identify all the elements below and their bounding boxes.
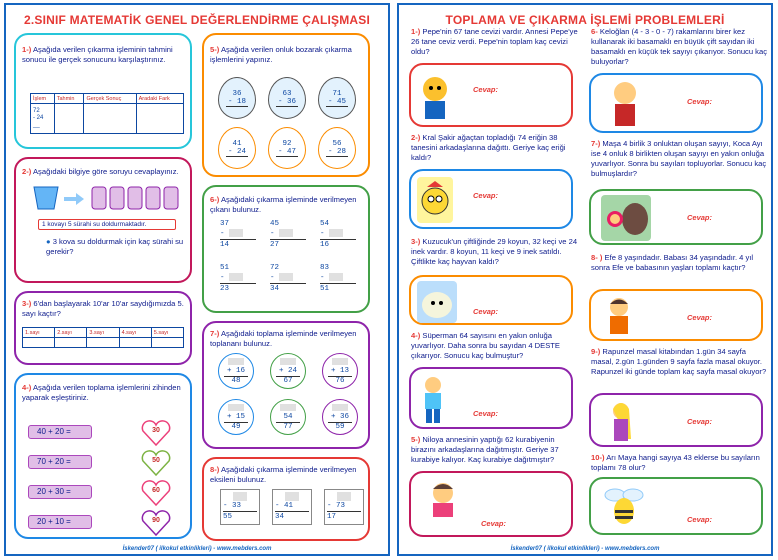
table-header: 5.sayı (151, 328, 183, 338)
heart-value: 30 (152, 427, 160, 434)
left-worksheet-page (4, 3, 390, 556)
blank-answer-box[interactable] (233, 492, 247, 501)
sum: 76 (328, 376, 352, 385)
answer-cell[interactable] (55, 338, 87, 348)
niloya-character-image (419, 479, 467, 519)
answer-cell[interactable] (151, 338, 183, 348)
actual-result-cell[interactable] (84, 104, 136, 134)
problem-2-answer-box[interactable] (409, 169, 573, 229)
missing-subtrahend-operation: 51 - 23 (220, 263, 256, 294)
blank-answer-box[interactable] (332, 358, 348, 365)
table-header: 4.sayı (119, 328, 151, 338)
minuend: 51 (220, 264, 230, 272)
subtrahend: - 18 (227, 98, 246, 106)
subtrahend: - 45 (327, 98, 346, 106)
subtrahend: - 41 (275, 501, 309, 512)
question-4-text: 4-) Aşağıda verilen toplama işlemlerini zihinden yaparak eşleştiriniz. (22, 383, 181, 402)
table-header: Gerçek Sonuç (84, 94, 136, 104)
rapunzel-character-image (601, 399, 641, 445)
problem-6-answer-box[interactable] (589, 73, 763, 133)
difference: 23 (220, 285, 230, 293)
missing-subtrahend-operation: 83 - 51 (320, 263, 356, 294)
question-7-box (202, 321, 370, 449)
blank-answer-box[interactable] (329, 273, 343, 281)
subtraction-egg[interactable] (268, 77, 306, 119)
table-header: 3.sayı (87, 328, 119, 338)
problem-1-answer-box[interactable] (409, 63, 573, 127)
table-header: Tahmin (54, 94, 84, 104)
sum: 77 (276, 422, 300, 431)
operation-cell: 72 - 24 __ (31, 104, 55, 134)
page-title: 2.SINIF MATEMATİK GENEL DEĞERLENDİRME ÇALIŞMASI (23, 13, 371, 27)
heart-value: 60 (152, 487, 160, 494)
difference: 51 (320, 285, 330, 293)
estimate-cell[interactable] (54, 104, 84, 134)
question-3-text: 3-) 6'dan başlayarak 10'ar 10'ar saydığımızda 5. sayı kaçtır? (22, 299, 184, 318)
answer-heart[interactable] (140, 509, 172, 537)
minuend: 54 (320, 220, 330, 228)
question-6-text: 6-) Aşağıdaki çıkarma işleminde verilmeyen çıkanı bulunuz. (210, 195, 357, 214)
missing-minuend-operation (272, 489, 312, 525)
footer: İskender07 ( ilkokul etkinlikleri) - www.mebders.com (510, 546, 660, 552)
answer-heart[interactable] (140, 479, 172, 507)
problem-4-text: 4-) Süperman 64 sayısını en yakın onluğa yuvarlıyor. Daha sonra bu sayıdan 4 DESTE çıkarıyor. Sonucu kaç bulmuştur? (411, 331, 560, 360)
minuend: 92 (282, 140, 292, 148)
page-title: TOPLAMA VE ÇIKARMA İŞLEMİ PROBLEMLERİ (445, 13, 725, 27)
addend: + 13 (330, 367, 349, 375)
question-7-text: 7-) Aşağıdaki toplama işleminde verilmeyen toplananı bulunuz. (210, 329, 357, 348)
addition-operation-tile[interactable]: 40 + 20 = (28, 425, 92, 439)
minuend: 83 (320, 264, 330, 272)
difference: 16 (320, 241, 330, 249)
problem-10-answer-box[interactable] (589, 477, 763, 535)
subtraction-egg[interactable] (318, 127, 356, 169)
question-3-box (14, 291, 192, 365)
problem-2-text: 2-) Kral Şakir ağaçtan topladığı 74 eriğin 38 tanesini arkadaşlarına dağıttı. Geriye kaç eriği kaldı? (411, 133, 566, 162)
missing-minuend-operation (220, 489, 260, 525)
missing-subtrahend-operation: 37 - 14 (220, 219, 256, 250)
kuzucuk-sheep-image (417, 281, 457, 323)
problem-7-text: 7-) Maşa 4 birlik 3 onluktan oluşan sayıyı, Koca Ayı ise 4 onluk 8 birlikten oluşan sayıyı en yakın onluğa yuvarlıyor. Sonra bu sayıları topluyorlar. Sonucu kaç bulmuşlardır? (591, 139, 767, 178)
problem-3-text: 3-) Kuzucuk'un çiftliğinde 29 koyun, 32 keçi ve 24 inek vardır. 8 koyun, 11 keçi ve 9 inek satıldı. Çiftlikte kaç hayvan kaldı? (411, 237, 578, 266)
pepee-character-image (417, 73, 453, 121)
subtraction-egg[interactable] (268, 127, 306, 169)
subtrahend: - 24 (227, 148, 246, 156)
blank-answer-box[interactable] (228, 358, 244, 365)
blank-answer-box[interactable] (229, 273, 243, 281)
subtraction-egg[interactable] (218, 77, 256, 119)
problem-5-answer-box[interactable] (409, 471, 573, 537)
blank-answer-box[interactable] (280, 358, 296, 365)
table-header: İşlem (31, 94, 55, 104)
question-2-box (14, 157, 192, 283)
sum: 59 (328, 422, 352, 431)
difference-cell[interactable] (136, 104, 183, 134)
missing-addend-circle[interactable] (218, 353, 254, 389)
problem-7-answer-box[interactable] (589, 189, 763, 245)
right-worksheet-page (397, 3, 773, 556)
blank-answer-box[interactable] (337, 492, 351, 501)
question-5-box (202, 33, 370, 177)
difference: 14 (220, 241, 230, 249)
answer-cell[interactable] (119, 338, 151, 348)
missing-addend-circle[interactable] (322, 399, 358, 435)
boy-character-image (419, 375, 447, 425)
minuend: 45 (270, 220, 280, 228)
question-2-text: 2-) Aşağıdaki bilgiye göre soruyu cevaplayınız. (22, 167, 179, 176)
question-6-box (202, 185, 370, 313)
problem-6-text: 6- Keloğlan (4 - 3 - 0 - 7) rakamlarını birer kez kullanarak iki basamaklı en büyük çift sayıdan iki basamaklı en küçük tek sayıyı çıkarıyor. Sonucu kaç buluyorlar? (591, 27, 768, 66)
subtrahend: - 33 (223, 501, 257, 512)
addition-operation-tile[interactable]: 20 + 10 = (28, 515, 92, 529)
addend: 54 (283, 413, 293, 421)
difference: 17 (327, 513, 337, 521)
blank-answer-box[interactable] (329, 229, 343, 237)
subtrahend: - 36 (277, 98, 296, 106)
missing-addend-circle[interactable] (218, 399, 254, 435)
bucket-and-jugs-illustration (32, 183, 192, 211)
minuend: 36 (232, 90, 242, 98)
answer-label: Cevap: (687, 417, 713, 426)
answer-cell[interactable] (23, 338, 55, 348)
difference: 55 (223, 513, 233, 521)
missing-addend-circle[interactable] (270, 353, 306, 389)
minuend: 71 (332, 90, 342, 98)
missing-subtrahend-operation: 45 - 27 (270, 219, 306, 250)
blank-answer-box[interactable] (285, 492, 299, 501)
addend: + 15 (226, 413, 245, 421)
difference: 34 (270, 285, 280, 293)
answer-label: Cevap: (473, 307, 499, 316)
problem-4-answer-box[interactable] (409, 367, 573, 429)
subtraction-egg[interactable] (218, 127, 256, 169)
sum: 49 (224, 422, 248, 431)
table-header: Aradaki Fark (136, 94, 183, 104)
problem-8-text: 8- ) Efe 8 yaşındadır. Babası 34 yaşındadır. 4 yıl sonra Efe ve babasının yaşları toplamı kaçtır? (591, 253, 754, 272)
subtrahend: - 73 (327, 501, 361, 512)
sum: 67 (276, 376, 300, 385)
addend: + 16 (226, 367, 245, 375)
info-box: 1 kovayı 5 sürahi su doldurmaktadır. (38, 219, 176, 230)
subtrahend: - 28 (327, 148, 346, 156)
missing-minuend-operation (324, 489, 364, 525)
answer-label: Cevap: (481, 519, 507, 528)
answer-label: Cevap: (473, 409, 499, 418)
keloglan-character-image (607, 79, 643, 129)
problem-3-answer-box[interactable] (409, 275, 573, 325)
blank-answer-box[interactable] (332, 404, 348, 411)
question-2-subquestion: ● 3 kova su doldurmak için kaç sürahi su gerekir? (46, 237, 184, 256)
minuend: 63 (282, 90, 292, 98)
heart-value: 50 (152, 457, 160, 464)
minuend: 72 (270, 264, 280, 272)
answer-cell[interactable] (87, 338, 119, 348)
counting-table (22, 327, 184, 348)
answer-label: Cevap: (687, 313, 713, 322)
sum: 48 (224, 376, 248, 385)
subtraction-egg[interactable] (318, 77, 356, 119)
answer-label: Cevap: (473, 85, 499, 94)
difference: 34 (275, 513, 285, 521)
blank-answer-box[interactable] (280, 404, 296, 411)
question-1-text: 1-) Aşağıda verilen çıkarma işleminin tahmini sonucu ile gerçek sonucunu karşılaştırınız. (22, 45, 173, 64)
addend: + 24 (278, 367, 297, 375)
question-4-box (14, 373, 192, 539)
missing-addend-circle[interactable] (322, 353, 358, 389)
blank-answer-box[interactable] (279, 273, 293, 281)
addition-operation-tile[interactable]: 20 + 30 = (28, 485, 92, 499)
answer-label: Cevap: (687, 515, 713, 524)
blank-answer-box[interactable] (229, 229, 243, 237)
missing-addend-circle[interactable] (270, 399, 306, 435)
minuend: 37 (220, 220, 230, 228)
question-8-box (202, 457, 370, 541)
difference: 27 (270, 241, 280, 249)
answer-label: Cevap: (473, 191, 499, 200)
answer-label: Cevap: (687, 213, 713, 222)
estimation-table (30, 93, 184, 134)
blank-answer-box[interactable] (279, 229, 293, 237)
question-5-text: 5-) Aşağıda verilen onluk bozarak çıkarma işlemlerini yapınız. (210, 45, 352, 64)
minuend: 41 (232, 140, 242, 148)
missing-subtrahend-operation: 72 - 34 (270, 263, 306, 294)
subtrahend: - 47 (277, 148, 296, 156)
question-1-box (14, 33, 192, 149)
maya-the-bee-image (601, 483, 647, 527)
problem-9-text: 9-) Rapunzel masal kitabından 1.gün 34 sayfa masal, 2.gün 1.günden 9 sayfa fazla masal okuyor. Rapunzel iki günde toplam kaç sayfa masal okuyor? (591, 347, 767, 376)
problem-5-text: 5-) Niloya annesinin yaptığı 62 kurabiyenin birazını arkadaşlarına dağıtmıştır. Geriye 37 kurabiye kalıyor. Kaç kurabiye dağıtmıştır? (411, 435, 559, 464)
king-shakir-image (417, 177, 453, 223)
efe-character-image (601, 295, 637, 337)
addend: + 36 (330, 413, 349, 421)
addition-operation-tile[interactable]: 70 + 20 = (28, 455, 92, 469)
problem-10-text: 10-) Arı Maya hangi sayıya 43 eklerse bu sayıların toplamı 78 olur? (591, 453, 760, 472)
minuend: 56 (332, 140, 342, 148)
table-header: 1.sayı (23, 328, 55, 338)
answer-label: Cevap: (687, 97, 713, 106)
blank-answer-box[interactable] (228, 404, 244, 411)
footer: İskender07 ( ilkokul etkinlikleri) - www.mebders.com (122, 546, 272, 552)
masha-and-bear-image (601, 195, 651, 241)
problem-8-answer-box[interactable] (589, 289, 763, 341)
problem-1-text: 1-) Pepe'nin 67 tane cevizi vardır. Annesi Pepe'ye 26 tane ceviz verdi. Pepe'nin toplam kaç cevizi oldu? (411, 27, 578, 56)
missing-subtrahend-operation: 54 - 16 (320, 219, 356, 250)
heart-value: 90 (152, 517, 160, 524)
table-header: 2.sayı (55, 328, 87, 338)
problem-9-answer-box[interactable] (589, 393, 763, 447)
answer-heart[interactable] (140, 419, 172, 447)
answer-heart[interactable] (140, 449, 172, 477)
question-8-text: 8-) Aşağıdaki çıkarma işleminde verilmeyen eksileni bulunuz. (210, 465, 357, 484)
